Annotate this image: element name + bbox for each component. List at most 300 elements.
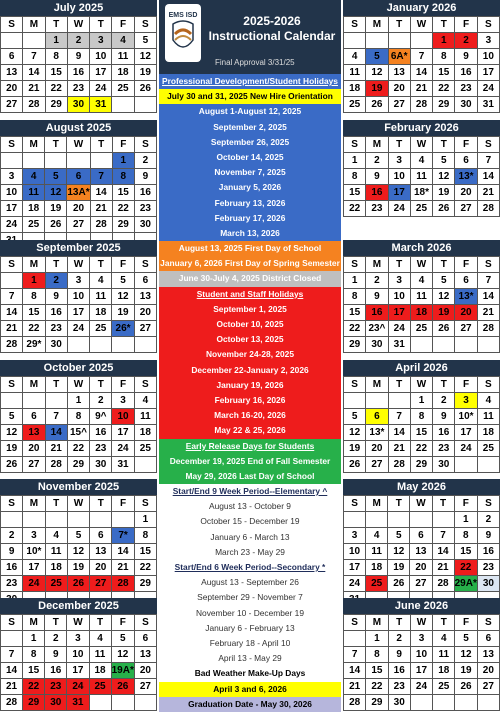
day-cell: 13 [410,544,432,560]
month-block [0,0,157,113]
day-cell: 25 [366,576,388,592]
day-cell: 11 [23,185,45,201]
weekday-header: M [366,137,388,153]
day-cell: 26 [433,201,455,217]
day-cell: 25 [23,217,45,233]
day-cell: 24 [344,576,366,592]
legend-row: November 7, 2025 [159,165,341,180]
day-cell: 19 [433,305,455,321]
day-cell: 5 [388,528,410,544]
day-cell: 2 [46,273,68,289]
day-cell: 27 [366,457,388,473]
day-cell: 1 [113,153,135,169]
day-cell: 13* [366,425,388,441]
weekday-header: T [433,257,455,273]
empty-day-cell [344,512,366,528]
day-cell: 4 [411,273,433,289]
day-cell: 8 [23,289,45,305]
weekday-header: F [113,137,135,153]
legend-row: January 19, 2026 [159,378,341,393]
month-block [343,120,500,217]
day-cell: 21 [46,441,68,457]
month-grid [0,495,157,608]
day-cell: 11 [90,647,112,663]
day-cell: 20 [478,663,500,679]
legend-row: September 29 - November 7 [159,590,341,605]
weekday-header: S [135,496,157,512]
month-title: March 2026 [343,240,500,256]
day-cell: 17 [411,663,433,679]
day-cell: 15 [344,305,366,321]
weekday-header: S [135,137,157,153]
day-cell: 25 [411,321,433,337]
empty-day-cell [135,457,157,473]
day-cell: 11 [112,49,134,65]
day-cell: 3 [67,631,89,647]
day-cell: 28 [433,576,455,592]
day-cell: 10 [411,647,433,663]
day-cell: 22 [113,201,135,217]
day-cell: 20 [135,663,157,679]
day-cell: 3 [389,273,411,289]
day-cell: 18 [411,305,433,321]
day-cell: 20 [23,441,45,457]
day-cell: 11 [366,544,388,560]
empty-day-cell [23,393,45,409]
weekday-header: S [344,615,366,631]
weekday-header: M [366,377,388,393]
day-cell: 23 [45,679,67,695]
weekday-header: T [433,17,455,33]
day-cell: 8 [46,49,68,65]
weekday-header: S [478,17,500,33]
day-cell: 31 [389,337,411,353]
month-title: April 2026 [343,360,500,376]
legend-row: February 17, 2026 [159,211,341,226]
legend-row: April 13 - May 29 [159,651,341,666]
day-cell: 9 [455,49,477,65]
day-cell: 7 [478,153,500,169]
day-cell: 20 [90,560,112,576]
legend-row: January 6 - February 13 [159,621,341,636]
day-cell: 1 [68,393,90,409]
day-cell: 18 [344,81,366,97]
day-cell: 18 [135,425,157,441]
day-cell: 11 [411,169,433,185]
day-cell: 7* [112,528,134,544]
day-cell: 9^ [90,409,112,425]
empty-day-cell [1,153,23,169]
day-cell: 18 [90,663,112,679]
weekday-header: S [1,377,23,393]
day-cell: 12 [455,647,477,663]
district-logo-icon [165,4,201,62]
empty-day-cell [388,512,410,528]
day-cell: 21 [478,305,500,321]
weekday-header: T [433,137,455,153]
day-cell: 19 [135,65,157,81]
day-cell: 23 [135,201,157,217]
day-cell: 6 [135,273,157,289]
weekday-header: W [67,615,89,631]
empty-day-cell [1,393,23,409]
day-cell: 22 [23,321,45,337]
month-title: July 2025 [0,0,157,16]
day-cell: 2 [455,33,477,49]
day-cell: 4 [433,631,455,647]
day-cell: 30 [90,457,112,473]
weekday-header: F [455,17,477,33]
day-cell: 29 [113,217,135,233]
legend-row: August 13 - October 9 [159,499,341,514]
day-cell: 17 [23,560,45,576]
legend-row: November 24-28, 2025 [159,347,341,362]
day-cell: 17 [67,663,89,679]
day-cell: 10 [1,185,23,201]
day-cell: 13 [23,425,45,441]
weekday-header: T [389,137,411,153]
empty-day-cell [68,337,90,353]
day-cell: 24 [23,576,45,592]
day-cell: 5 [433,273,455,289]
legend-row: March 13, 2026 [159,226,341,241]
day-cell: 16 [1,560,23,576]
weekday-header: T [46,496,68,512]
day-cell: 5 [45,169,67,185]
weekday-header: S [478,377,500,393]
day-cell: 21 [411,81,433,97]
calendar-title [205,14,339,44]
empty-day-cell [366,393,388,409]
empty-day-cell [112,97,134,113]
day-cell: 7 [389,409,411,425]
empty-day-cell [410,512,432,528]
day-cell: 29 [68,457,90,473]
empty-day-cell [23,512,45,528]
day-cell: 30 [455,97,477,113]
weekday-header: T [45,615,67,631]
month-title: January 2026 [343,0,500,16]
day-cell: 6 [478,631,500,647]
day-cell: 8 [344,169,366,185]
day-cell: 12 [366,65,388,81]
day-cell: 16 [135,185,157,201]
day-cell: 8 [344,289,366,305]
legend-row: Student and Staff Holidays [159,287,341,302]
day-cell: 20 [455,185,477,201]
day-cell: 25 [135,441,157,457]
day-cell: 25 [90,679,112,695]
month-block [0,479,157,608]
weekday-header: T [389,615,411,631]
day-cell: 28 [1,695,23,711]
weekday-header: M [366,257,388,273]
month-block [343,479,500,608]
day-cell: 21 [23,81,45,97]
day-cell: 10 [67,647,89,663]
day-cell: 9 [46,289,68,305]
weekday-header: T [433,615,455,631]
day-cell: 23^ [366,321,388,337]
day-cell: 22 [366,679,388,695]
district-logo [165,4,201,62]
day-cell: 4 [90,631,112,647]
day-cell: 26 [388,576,410,592]
weekday-header: F [112,257,134,273]
day-cell: 29 [433,97,455,113]
day-cell: 20 [389,81,411,97]
month-grid [343,614,500,711]
day-cell: 12 [433,169,455,185]
day-cell: 12 [433,289,455,305]
day-cell: 6A* [389,49,411,65]
day-cell: 13 [1,65,23,81]
legend-row: September 1, 2025 [159,302,341,317]
day-cell: 17 [68,305,90,321]
day-cell: 27 [90,576,112,592]
weekday-header: S [344,377,366,393]
day-cell: 26 [366,97,388,113]
weekday-header: S [344,17,366,33]
day-cell: 27 [135,321,157,337]
day-cell: 16 [366,185,388,201]
day-cell: 24 [90,81,112,97]
day-cell: 27 [455,201,477,217]
month-title: June 2026 [343,598,500,614]
day-cell: 24 [68,321,90,337]
day-cell: 18 [90,305,112,321]
day-cell: 2 [478,512,500,528]
day-cell: 31 [112,457,134,473]
day-cell: 12 [45,185,67,201]
legend-row: June 30-July 4, 2025 District Closed [159,271,341,286]
legend-row: October 14, 2025 [159,150,341,165]
day-cell: 8 [433,49,455,65]
day-cell: 22 [46,81,68,97]
empty-day-cell [90,337,112,353]
day-cell: 25 [344,97,366,113]
month-grid [343,376,500,473]
day-cell: 29 [411,457,433,473]
day-cell: 30 [433,457,455,473]
day-cell: 1 [433,33,455,49]
day-cell: 26 [112,679,135,695]
day-cell: 19 [366,81,388,97]
empty-day-cell [90,695,112,711]
month-block [343,240,500,353]
legend-row: Professional Development/Student Holidays [159,74,341,89]
day-cell: 5 [455,631,477,647]
legend-row: January 5, 2026 [159,180,341,195]
day-cell: 14 [411,65,433,81]
day-cell: 30 [45,695,67,711]
day-cell: 24 [112,441,134,457]
empty-day-cell [1,512,23,528]
month-grid [0,376,157,473]
empty-day-cell [433,695,455,711]
day-cell: 26 [45,217,67,233]
weekday-header: F [455,615,477,631]
day-cell: 18 [23,201,45,217]
day-cell: 28 [478,201,500,217]
day-cell: 12 [1,425,23,441]
day-cell: 24 [478,81,500,97]
day-cell: 22 [344,201,366,217]
legend-row: February 18 - April 10 [159,636,341,651]
month-grid [0,136,157,249]
day-cell: 8 [113,169,135,185]
day-cell: 19 [433,185,455,201]
day-cell: 23 [68,81,90,97]
day-cell: 12 [68,544,90,560]
day-cell: 4 [478,393,500,409]
day-cell: 7 [433,528,455,544]
month-title: October 2025 [0,360,157,376]
month-grid [343,136,500,217]
day-cell: 3 [1,169,23,185]
day-cell: 16 [45,663,67,679]
weekday-header: S [1,496,23,512]
day-cell: 1 [46,33,68,49]
day-cell: 1 [23,273,45,289]
day-cell: 26 [68,576,90,592]
day-cell: 2 [389,631,411,647]
day-cell: 12 [388,544,410,560]
weekday-header: W [411,257,433,273]
day-cell: 24 [411,679,433,695]
day-cell: 8 [411,409,433,425]
weekday-header: T [389,377,411,393]
day-cell: 30 [389,695,411,711]
day-cell: 8 [23,647,45,663]
weekday-header: S [135,615,157,631]
day-cell: 15 [135,544,157,560]
day-cell: 29 [366,695,388,711]
day-cell: 11 [135,409,157,425]
day-cell: 27 [455,321,477,337]
day-cell: 3 [23,528,45,544]
day-cell: 16 [366,305,388,321]
day-cell: 20 [366,441,388,457]
day-cell: 18 [46,560,68,576]
day-cell: 9 [433,409,455,425]
weekday-header: F [112,17,134,33]
weekday-header: S [344,257,366,273]
day-cell: 11 [46,544,68,560]
day-cell: 22 [68,441,90,457]
day-cell: 15 [113,185,135,201]
day-cell: 31 [67,695,89,711]
empty-day-cell [366,512,388,528]
weekday-header: T [389,17,411,33]
day-cell: 15 [23,305,45,321]
legend-row: February 16, 2026 [159,393,341,408]
day-cell: 19 [344,441,366,457]
day-cell: 26 [1,457,23,473]
day-cell: 23 [46,321,68,337]
day-cell: 4 [344,49,366,65]
day-cell: 28 [389,457,411,473]
day-cell: 4 [23,169,45,185]
empty-day-cell [1,33,23,49]
legend-row: September 2, 2025 [159,120,341,135]
day-cell: 16 [478,544,500,560]
weekday-header: S [344,496,366,512]
day-cell: 2 [1,528,23,544]
day-cell: 21 [1,321,23,337]
title-text: Instructional Calendar [208,29,336,43]
weekday-header: S [344,137,366,153]
day-cell: 17 [389,305,411,321]
day-cell: 14 [344,663,366,679]
month-grid [0,256,157,353]
weekday-header: S [135,257,157,273]
weekday-header: T [90,257,112,273]
day-cell: 18* [411,185,433,201]
day-cell: 9 [389,647,411,663]
day-cell: 14 [46,425,68,441]
day-cell: 13* [455,169,477,185]
legend-row: August 13 - September 26 [159,575,341,590]
day-cell: 11 [478,409,500,425]
day-cell: 10 [389,169,411,185]
day-cell: 6 [1,49,23,65]
day-cell: 27 [23,457,45,473]
day-cell: 21 [389,441,411,457]
day-cell: 12 [344,425,366,441]
empty-day-cell [344,393,366,409]
day-cell: 25 [411,201,433,217]
empty-day-cell [344,33,366,49]
month-grid [343,16,500,113]
day-cell: 9 [45,647,67,663]
day-cell: 28 [344,695,366,711]
weekday-header: M [23,615,45,631]
day-cell: 10 [478,49,500,65]
empty-day-cell [135,337,157,353]
empty-day-cell [46,393,68,409]
day-cell: 26 [433,321,455,337]
day-cell: 4 [112,33,134,49]
empty-day-cell [455,695,477,711]
day-cell: 28 [411,97,433,113]
month-block [0,598,157,711]
day-cell: 27 [135,679,157,695]
day-cell: 7 [46,409,68,425]
day-cell: 1 [455,512,478,528]
approval-note: Final Approval 3/31/25 [215,58,295,67]
legend-row: May 29, 2026 Last Day of School [159,469,341,484]
empty-day-cell [112,695,135,711]
day-cell: 17 [112,425,134,441]
weekday-header: W [68,377,90,393]
weekday-header: T [46,377,68,393]
day-cell: 22 [135,560,157,576]
day-cell: 16 [68,65,90,81]
legend-row: December 22-January 2, 2026 [159,363,341,378]
weekday-header: M [23,257,45,273]
weekday-header: T [433,377,455,393]
day-cell: 3 [90,33,112,49]
day-cell: 29 [344,337,366,353]
day-cell: 23 [90,441,112,457]
weekday-header: W [410,496,432,512]
day-cell: 13 [389,65,411,81]
day-cell: 7 [23,49,45,65]
day-cell: 17 [455,425,477,441]
day-cell: 13* [455,289,477,305]
day-cell: 14 [478,169,500,185]
